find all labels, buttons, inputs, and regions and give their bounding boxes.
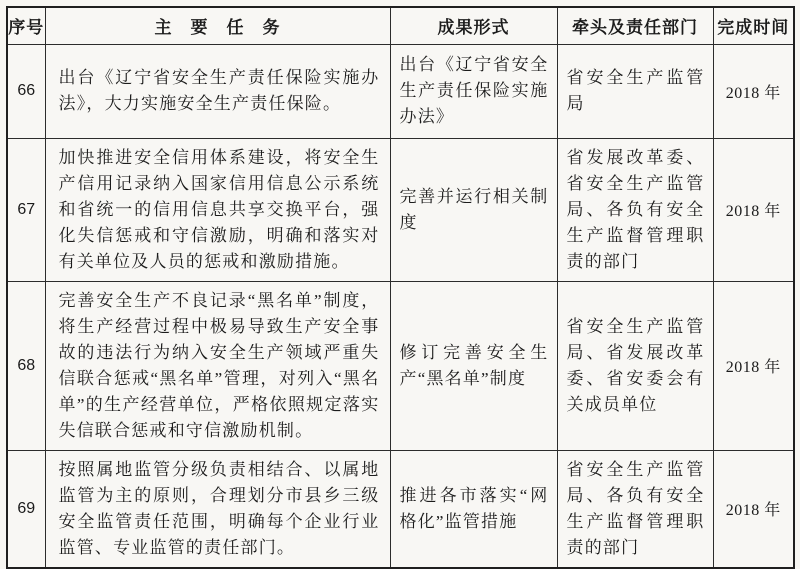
table-row xyxy=(7,138,794,281)
header-result-form: 成果形式 xyxy=(390,7,557,44)
result-cell: 推进各市落实“网格化”监管措施 xyxy=(390,450,557,568)
header-lead-departments: 牵头及责任部门 xyxy=(557,7,713,44)
department-cell: 省安全生产监管局、省发展改革委、省安委会有关成员单位 xyxy=(557,281,713,450)
department-cell: 省安全生产监管局 xyxy=(557,44,713,138)
result-cell: 修订完善安全生产“黑名单”制度 xyxy=(390,281,557,450)
department-cell: 省发展改革委、省安全生产监管局、各负有安全生产监督管理职责的部门 xyxy=(557,138,713,281)
result-cell: 完善并运行相关制度 xyxy=(390,138,557,281)
department-cell: 省安全生产监管局、各负有安全生产监督管理职责的部门 xyxy=(557,450,713,568)
table-row xyxy=(7,44,794,138)
deadline-cell: 2018 年 xyxy=(713,44,794,138)
header-serial-number: 序号 xyxy=(7,7,45,44)
header-main-tasks: 主 要 任 务 xyxy=(45,7,390,44)
result-cell: 出台《辽宁省安全生产责任保险实施办法》 xyxy=(390,44,557,138)
task-cell: 出台《辽宁省安全生产责任保险实施办法》，大力实施安全生产责任保险。 xyxy=(45,44,390,138)
serial-cell: 68 xyxy=(7,281,45,450)
deadline-cell: 2018 年 xyxy=(713,281,794,450)
serial-cell: 69 xyxy=(7,450,45,568)
task-cell: 按照属地监管分级负责相结合、以属地监管为主的原则，合理划分市县乡三级安全监管责任范围，明确每个企业行业监管、专业监管的责任部门。 xyxy=(45,450,390,568)
table-row xyxy=(7,281,794,450)
tasks-table xyxy=(6,6,795,569)
header-row xyxy=(7,7,794,44)
header-completion-time: 完成时间 xyxy=(713,7,794,44)
task-cell: 完善安全生产不良记录“黑名单”制度，将生产经营过程中极易导致生产安全事故的违法行为纳入安全生产领域严重失信联合惩戒“黑名单”管理，对列入“黑名单”的生产经营单位，严格依照规定落实失信联合惩戒和守信激励机制。 xyxy=(45,281,390,450)
deadline-cell: 2018 年 xyxy=(713,450,794,568)
deadline-cell: 2018 年 xyxy=(713,138,794,281)
table-row xyxy=(7,450,794,568)
serial-cell: 66 xyxy=(7,44,45,138)
serial-cell: 67 xyxy=(7,138,45,281)
task-cell: 加快推进安全信用体系建设，将安全生产信用记录纳入国家信用信息公示系统和省统一的信用信息共享交换平台，强化失信惩戒和守信激励，明确和落实对有关单位及人员的惩戒和激励措施。 xyxy=(45,138,390,281)
